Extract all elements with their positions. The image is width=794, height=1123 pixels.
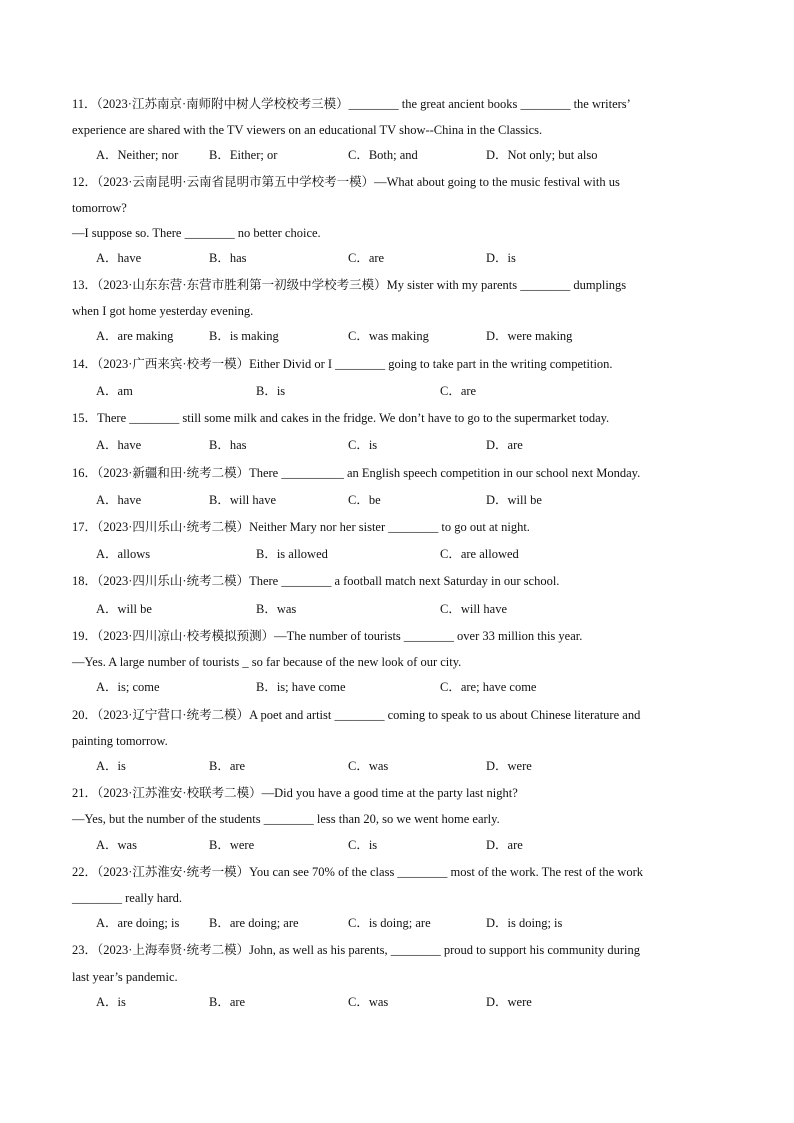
option-c[interactable]: C．are allowed — [440, 547, 519, 561]
option-b[interactable]: B．are doing; are — [209, 916, 299, 930]
option-a[interactable]: A．have — [96, 493, 142, 507]
options-row — [96, 758, 736, 774]
option-c[interactable]: C．is doing; are — [348, 916, 431, 930]
option-a[interactable]: A．am — [96, 384, 133, 398]
question-stem-line: last year’s pandemic. — [72, 970, 178, 984]
question-stem-line: 18．（2023·四川乐山·统考二模）There ________ a football match next Saturday in our school. — [72, 574, 560, 588]
option-b[interactable]: B．has — [209, 251, 247, 265]
question-stem-line: 15．There ________ still some milk and cakes in the fridge. We don’t have to go to the supermarket today. — [72, 411, 610, 425]
option-a[interactable]: A．was — [96, 838, 137, 852]
option-b[interactable]: B．are — [209, 995, 246, 1009]
question-stem-line: tomorrow? — [72, 201, 127, 215]
option-c[interactable]: C．are — [440, 384, 477, 398]
option-b[interactable]: B．is — [256, 384, 286, 398]
options-row — [96, 383, 736, 399]
option-d[interactable]: D．is doing; is — [486, 916, 563, 930]
option-b[interactable]: B．was — [256, 602, 297, 616]
question-stem-line: 16．（2023·新疆和田·统考二模）There __________ an English speech competition in our school next Monday. — [72, 466, 641, 480]
options-row — [96, 328, 736, 344]
question-stem-line: 11．（2023·江苏南京·南师附中树人学校校考三模）________ the great ancient books ________ the writers’ — [72, 97, 631, 111]
option-d[interactable]: D．were — [486, 759, 532, 773]
options-row — [96, 679, 736, 695]
option-d[interactable]: D．are — [486, 438, 523, 452]
options-row — [96, 546, 736, 562]
question-stem-line: painting tomorrow. — [72, 734, 168, 748]
option-d[interactable]: D．is — [486, 251, 516, 265]
option-c[interactable]: C．was making — [348, 329, 429, 343]
option-b[interactable]: B．is; have come — [256, 680, 346, 694]
option-c[interactable]: C．was — [348, 759, 389, 773]
question-stem-line: —Yes, but the number of the students ________ less than 20, so we went home early. — [72, 812, 500, 826]
question-stem-line: 20．（2023·辽宁营口·统考二模）A poet and artist ________ coming to speak to us about Chinese literature and — [72, 708, 641, 722]
options-row — [96, 492, 736, 508]
option-d[interactable]: D．were making — [486, 329, 573, 343]
option-d[interactable]: D．are — [486, 838, 523, 852]
option-a[interactable]: A．are doing; is — [96, 916, 180, 930]
question-stem-line: 17．（2023·四川乐山·统考二模）Neither Mary nor her sister ________ to go out at night. — [72, 520, 530, 534]
option-c[interactable]: C．is — [348, 438, 378, 452]
option-c[interactable]: C．Both; and — [348, 148, 418, 162]
option-a[interactable]: A．will be — [96, 602, 152, 616]
options-row — [96, 915, 736, 931]
question-stem-line: 22．（2023·江苏淮安·统考一模）You can see 70% of the class ________ most of the work. The rest of the work — [72, 865, 643, 879]
question-stem-line: 23．（2023·上海奉贤·统考二模）John, as well as his parents, ________ proud to support his community during — [72, 943, 641, 957]
options-row — [96, 147, 736, 163]
option-b[interactable]: B．will have — [209, 493, 277, 507]
option-a[interactable]: A．is — [96, 759, 126, 773]
option-b[interactable]: B．are — [209, 759, 246, 773]
options-row — [96, 601, 736, 617]
option-d[interactable]: D．will be — [486, 493, 542, 507]
option-b[interactable]: B．Either; or — [209, 148, 278, 162]
options-row — [96, 250, 736, 266]
question-stem-line: 12．（2023·云南昆明·云南省昆明市第五中学校考一模）—What about going to the music festival with us — [72, 175, 620, 189]
question-stem-line: 13．（2023·山东东营·东营市胜利第一初级中学校考三模）My sister with my parents ________ dumplings — [72, 278, 627, 292]
question-stem-line: ________ really hard. — [72, 891, 183, 905]
question-stem-line: —Yes. A large number of tourists _ so far because of the new look of our city. — [72, 655, 462, 669]
option-a[interactable]: A．is — [96, 995, 126, 1009]
option-c[interactable]: C．will have — [440, 602, 508, 616]
option-c[interactable]: C．be — [348, 493, 381, 507]
option-a[interactable]: A．are making — [96, 329, 174, 343]
option-c[interactable]: C．are — [348, 251, 385, 265]
question-stem-line: 21．（2023·江苏淮安·校联考二模）—Did you have a good time at the party last night? — [72, 786, 518, 800]
option-a[interactable]: A．have — [96, 251, 142, 265]
question-stem-line: when I got home yesterday evening. — [72, 304, 254, 318]
option-a[interactable]: A．Neither; nor — [96, 148, 179, 162]
options-row — [96, 837, 736, 853]
option-b[interactable]: B．were — [209, 838, 255, 852]
option-b[interactable]: B．is allowed — [256, 547, 328, 561]
question-stem-line: —I suppose so. There ________ no better choice. — [72, 226, 321, 240]
options-row — [96, 437, 736, 453]
option-a[interactable]: A．is; come — [96, 680, 160, 694]
option-b[interactable]: B．has — [209, 438, 247, 452]
option-d[interactable]: D．were — [486, 995, 532, 1009]
option-c[interactable]: C．are; have come — [440, 680, 537, 694]
question-stem-line: 14．（2023·广西来宾·校考一模）Either Divid or I ________ going to take part in the writing competition. — [72, 357, 613, 371]
option-b[interactable]: B．is making — [209, 329, 279, 343]
option-a[interactable]: A．have — [96, 438, 142, 452]
options-row — [96, 994, 736, 1010]
question-stem-line: experience are shared with the TV viewers on an educational TV show--China in the Classics. — [72, 123, 543, 137]
option-d[interactable]: D．Not only; but also — [486, 148, 598, 162]
option-c[interactable]: C．is — [348, 838, 378, 852]
option-a[interactable]: A．allows — [96, 547, 151, 561]
question-stem-line: 19．（2023·四川凉山·校考模拟预测）—The number of tourists ________ over 33 million this year. — [72, 629, 583, 643]
option-c[interactable]: C．was — [348, 995, 389, 1009]
